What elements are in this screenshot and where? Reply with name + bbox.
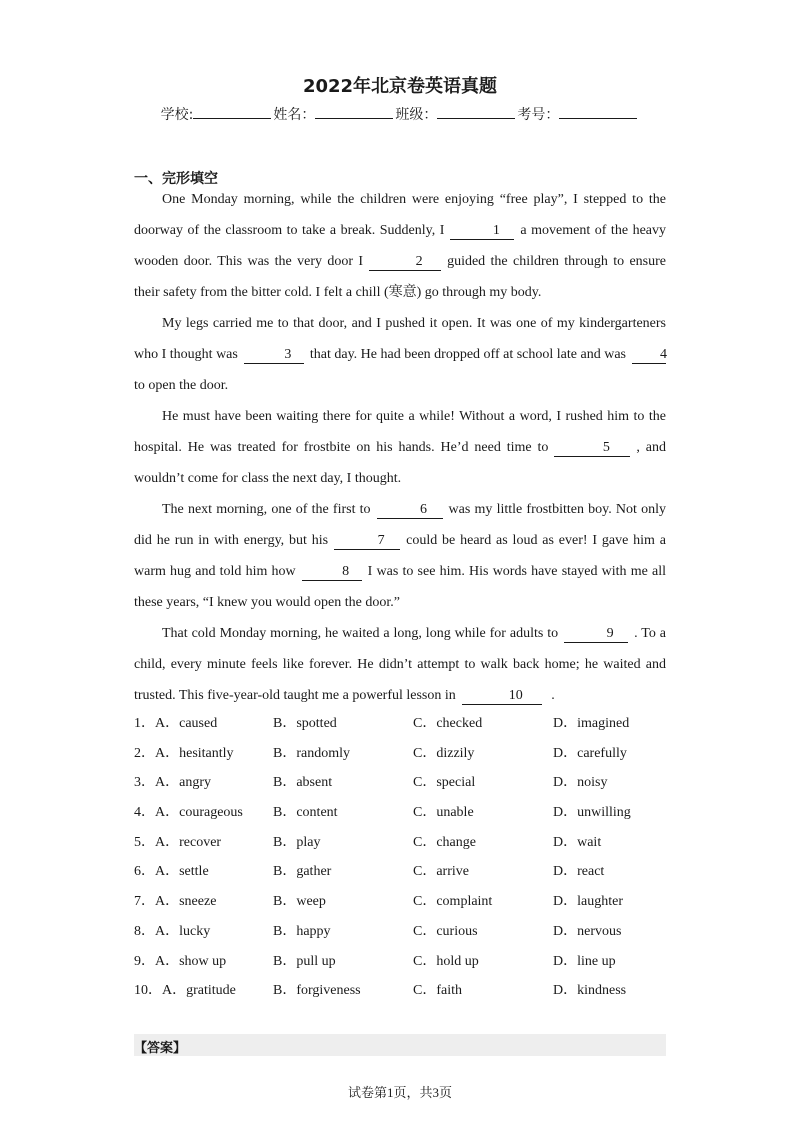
option-a: 4．A．courageous [134,805,243,821]
option-row-1 [134,706,674,736]
option-d: D．kindness [553,983,627,999]
option-b: B．pull up [273,953,336,969]
passage-text: My legs carried me to that door, and I pushed it open. It was one of my kindergarteners who I thought was [134,316,666,362]
option-row-4 [134,795,674,825]
answer-section-bar [134,1034,666,1056]
option-a: 1．A．caused [134,716,218,731]
passage-text: One Monday morning, while the children were enjoying “free play”, I stepped to the doorway of the classroom to take a break. Suddenly, I [134,192,666,238]
passage-text: . [551,688,555,703]
option-a: 8．A．lucky [134,923,211,939]
passage-text: . To a child, every minute feels like forever. He didn’t attempt to walk back home; he waited and trusted. This five-year-old taught me a powerful lesson in [134,626,666,703]
blank-5: 5 [554,440,630,457]
option-row-6 [134,854,674,884]
option-b: B．forgiveness [273,983,361,999]
class-label: 班级： [395,107,438,123]
option-c: C．hold up [413,953,479,969]
option-row-8 [134,914,674,944]
passage-text: The next morning, one of the first to [162,502,371,517]
option-d: D．line up [553,953,616,969]
cloze-passage [134,184,666,711]
number-label: 考号： [517,107,560,123]
name-blank [315,104,393,119]
option-a: 2．A．hesitantly [134,745,234,761]
option-c: C．curious [413,923,478,939]
name-label: 姓名： [273,107,316,123]
option-d: D．imagined [553,716,630,731]
blank-1: 1 [450,223,514,240]
option-row-9 [134,944,674,974]
option-row-5 [134,825,674,855]
option-d: D．nervous [553,923,622,939]
passage-text: , and wouldn’t come for class the next day, I thought. [134,440,666,486]
option-b: B．spotted [273,716,337,731]
page-title: 2022年北京卷英语真题 [302,76,498,97]
option-d: D．wait [553,834,602,850]
options-list [134,706,674,1003]
passage-text: was my little frostbitten boy. Not only did he run in with energy, but his [134,502,666,548]
option-a: 7．A．sneeze [134,894,217,910]
passage-text: I was to see him. His words have stayed with me all these years, “I knew you would open the door.” [134,564,666,610]
paragraph [134,308,666,401]
number-blank [559,104,637,119]
page-footer: 试卷第1页，共3页 [347,1085,452,1100]
section-title: 一、完形填空 [134,171,218,187]
blank-7: 7 [334,533,400,550]
blank-6: 6 [377,502,443,519]
blank-8: 8 [302,564,362,581]
passage-text: could be heard as loud as ever! I gave him a warm hug and told him how [134,533,666,579]
option-c: C．change [413,834,476,850]
option-b: B．happy [273,923,331,939]
option-row-10 [134,973,674,1003]
option-row-7 [134,884,674,914]
passage-text: guided the children through to ensure their safety from the bitter cold. I felt a chill (寒意) go through my body. [134,254,666,300]
blank-3: 3 [244,347,304,364]
option-c: C．special [413,775,476,791]
school-blank [193,104,271,119]
passage-text: to open the door. [134,378,229,393]
option-b: B．content [273,805,338,821]
blank-9: 9 [564,626,628,643]
option-a: 9．A．show up [134,953,227,969]
passage-text: a movement of the heavy wooden door. This was the very door I [134,223,666,269]
option-a: 3．A．angry [134,775,211,791]
option-c: C．faith [413,983,462,999]
option-a: 10．A．gratitude [134,983,236,999]
option-a: 5．A．recover [134,834,222,850]
paragraph [134,401,666,494]
option-b: B．absent [273,775,333,791]
option-b: B．randomly [273,745,350,761]
paragraph [134,494,666,618]
option-c: C．checked [413,716,483,731]
option-d: D．react [553,864,605,880]
option-d: D．noisy [553,775,608,791]
option-d: D．unwilling [553,805,631,821]
blank-2: 2 [369,254,441,271]
option-b: B．play [273,834,321,850]
option-c: C．unable [413,805,474,821]
option-b: B．gather [273,864,332,880]
class-blank [437,104,515,119]
paragraph [134,618,666,711]
student-info-line [0,104,800,124]
blank-4: 4 [632,347,666,364]
blank-10: 10 [462,688,542,705]
option-a: 6．A．settle [134,864,209,880]
option-d: D．carefully [553,745,627,761]
option-row-2 [134,736,674,766]
option-c: C．dizzily [413,745,475,761]
option-b: B．weep [273,894,326,910]
answer-label: 【答案】 [134,1041,187,1056]
paragraph [134,184,666,308]
passage-text: That cold Monday morning, he waited a long, long while for adults to [162,626,559,641]
option-c: C．arrive [413,864,469,880]
option-c: C．complaint [413,894,493,910]
school-label: 学校: [160,107,194,123]
passage-text: that day. He had been dropped off at school late and was [309,347,627,362]
option-row-3 [134,765,674,795]
option-d: D．laughter [553,894,623,910]
passage-text: He must have been waiting there for quite a while! Without a word, I rushed him to the hospital. He was treated for frostbite on his hands. He’d need time to [134,409,666,455]
